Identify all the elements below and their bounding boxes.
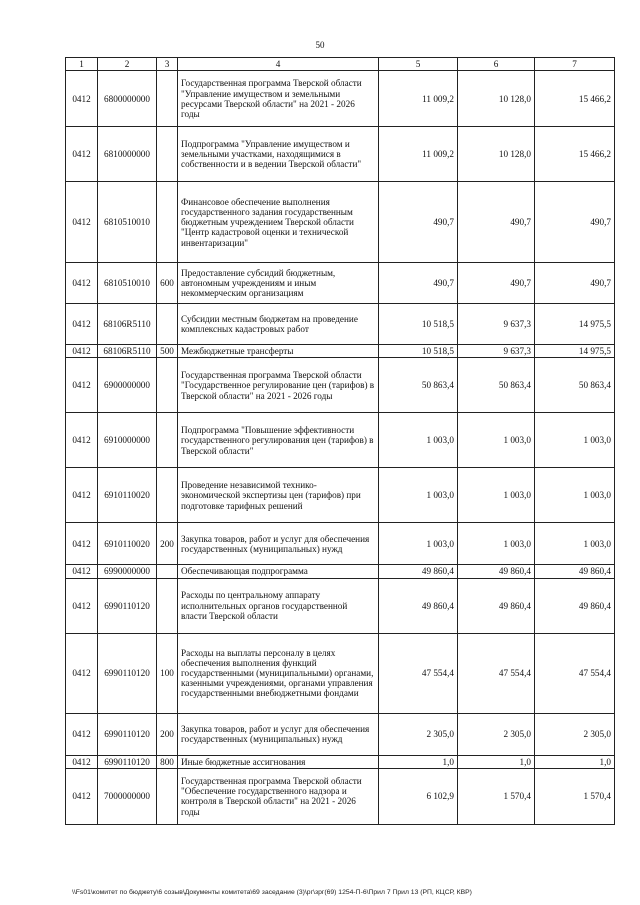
amount-2025-cell: 1,0 — [458, 755, 535, 768]
amount-2024-cell: 2 305,0 — [379, 713, 458, 755]
page-number: 50 — [315, 40, 325, 50]
amount-2024-cell: 1 003,0 — [379, 468, 458, 523]
amount-2024-cell: 1 003,0 — [379, 523, 458, 565]
amount-2024-cell: 10 518,5 — [379, 345, 458, 358]
section-code-cell: 0412 — [66, 127, 98, 182]
amount-2026-cell: 49 860,4 — [535, 578, 615, 633]
table-row — [66, 304, 615, 345]
amount-2025-cell: 490,7 — [458, 182, 535, 263]
amount-2025-cell: 47 554,4 — [458, 633, 535, 713]
target-article-cell: 6810510010 — [98, 263, 157, 304]
expense-type-cell — [157, 71, 178, 127]
target-article-cell: 6990110120 — [98, 578, 157, 633]
target-article-cell: 6990000000 — [98, 565, 157, 578]
header-cell-1: 1 — [66, 58, 98, 71]
description-cell: Государственная программа Тверской области "Управление имуществом и земельными ресурсами Тверской области" на 2021 - 2026 годы — [178, 71, 379, 127]
amount-2025-cell: 9 637,3 — [458, 345, 535, 358]
target-article-cell: 6990110120 — [98, 633, 157, 713]
amount-2026-cell: 15 466,2 — [535, 127, 615, 182]
amount-2025-cell: 1 003,0 — [458, 523, 535, 565]
table-row — [66, 565, 615, 578]
table-row — [66, 182, 615, 263]
target-article-cell: 6800000000 — [98, 71, 157, 127]
amount-2025-cell: 49 860,4 — [458, 578, 535, 633]
expense-type-cell — [157, 358, 178, 413]
target-article-cell: 6990110120 — [98, 755, 157, 768]
amount-2024-cell: 11 009,2 — [379, 71, 458, 127]
amount-2025-cell: 2 305,0 — [458, 713, 535, 755]
amount-2026-cell: 1,0 — [535, 755, 615, 768]
table-row — [66, 713, 615, 755]
amount-2026-cell: 490,7 — [535, 263, 615, 304]
expense-type-cell: 200 — [157, 523, 178, 565]
expense-type-cell — [157, 182, 178, 263]
table-row — [66, 127, 615, 182]
target-article-cell: 6900000000 — [98, 358, 157, 413]
expense-type-cell: 500 — [157, 345, 178, 358]
section-code-cell: 0412 — [66, 578, 98, 633]
description-cell: Закупка товаров, работ и услуг для обеспечения государственных (муниципальных) нужд — [178, 523, 379, 565]
amount-2024-cell: 11 009,2 — [379, 127, 458, 182]
header-cell-5: 5 — [379, 58, 458, 71]
section-code-cell: 0412 — [66, 468, 98, 523]
expense-type-cell — [157, 413, 178, 468]
amount-2026-cell: 49 860,4 — [535, 565, 615, 578]
amount-2026-cell: 1 570,4 — [535, 768, 615, 824]
amount-2024-cell: 50 863,4 — [379, 358, 458, 413]
section-code-cell: 0412 — [66, 304, 98, 345]
target-article-cell: 6990110120 — [98, 713, 157, 755]
section-code-cell: 0412 — [66, 263, 98, 304]
target-article-cell: 6910110020 — [98, 468, 157, 523]
expense-type-cell: 600 — [157, 263, 178, 304]
amount-2026-cell: 50 863,4 — [535, 358, 615, 413]
table-row — [66, 768, 615, 824]
target-article-cell: 6910110020 — [98, 523, 157, 565]
section-code-cell: 0412 — [66, 713, 98, 755]
target-article-cell: 6810000000 — [98, 127, 157, 182]
expense-type-cell: 800 — [157, 755, 178, 768]
description-cell: Подпрограмма "Управление имуществом и земельными участками, находящимися в собственности и в ведении Тверской области" — [178, 127, 379, 182]
section-code-cell: 0412 — [66, 413, 98, 468]
header-cell-4: 4 — [178, 58, 379, 71]
section-code-cell: 0412 — [66, 768, 98, 824]
expense-type-cell — [157, 565, 178, 578]
amount-2025-cell: 1 003,0 — [458, 413, 535, 468]
section-code-cell: 0412 — [66, 358, 98, 413]
amount-2026-cell: 15 466,2 — [535, 71, 615, 127]
table-body — [66, 71, 615, 825]
expense-type-cell: 100 — [157, 633, 178, 713]
table-row — [66, 413, 615, 468]
table-row — [66, 263, 615, 304]
amount-2025-cell: 1 003,0 — [458, 468, 535, 523]
amount-2025-cell: 1 570,4 — [458, 768, 535, 824]
table-row — [66, 578, 615, 633]
header-cell-2: 2 — [98, 58, 157, 71]
table-row — [66, 345, 615, 358]
section-code-cell: 0412 — [66, 755, 98, 768]
amount-2025-cell: 9 637,3 — [458, 304, 535, 345]
target-article-cell: 68106R5110 — [98, 345, 157, 358]
amount-2026-cell: 1 003,0 — [535, 468, 615, 523]
table-row — [66, 358, 615, 413]
description-cell: Иные бюджетные ассигнования — [178, 755, 379, 768]
expense-type-cell: 200 — [157, 713, 178, 755]
footer-file-path: \\Fs01\комитет по бюджету\6 созыв\Документы комитета\69 заседание (3)\рг\зрг(69) 1254-П-6\Прил 7 Прил 13 (РП, КЦСР, КВР) — [72, 889, 472, 896]
amount-2024-cell: 49 860,4 — [379, 565, 458, 578]
target-article-cell: 6810510010 — [98, 182, 157, 263]
description-cell: Финансовое обеспечение выполнения государственного задания государственным бюджетным учреждением Тверской области "Центр кадастровой оценки и технической инвентаризации" — [178, 182, 379, 263]
description-cell: Субсидии местным бюджетам на проведение комплексных кадастровых работ — [178, 304, 379, 345]
description-cell: Расходы на выплаты персоналу в целях обеспечения выполнения функций государственными (муниципальными) органами, казенными учреждениями, органами управления государственными внебюджетными фондами — [178, 633, 379, 713]
section-code-cell: 0412 — [66, 523, 98, 565]
section-code-cell: 0412 — [66, 345, 98, 358]
description-cell: Расходы по центральному аппарату исполнительных органов государственной власти Тверской области — [178, 578, 379, 633]
amount-2024-cell: 47 554,4 — [379, 633, 458, 713]
amount-2025-cell: 490,7 — [458, 263, 535, 304]
amount-2024-cell: 6 102,9 — [379, 768, 458, 824]
section-code-cell: 0412 — [66, 565, 98, 578]
description-cell: Государственная программа Тверской области "Государственное регулирование цен (тарифов) в Тверской области" на 2021 - 2026 годы — [178, 358, 379, 413]
amount-2024-cell: 490,7 — [379, 263, 458, 304]
header-cell-3: 3 — [157, 58, 178, 71]
description-cell: Государственная программа Тверской области "Обеспечение государственного надзора и контроля в Тверской области" на 2021 - 2026 годы — [178, 768, 379, 824]
amount-2026-cell: 14 975,5 — [535, 345, 615, 358]
amount-2024-cell: 490,7 — [379, 182, 458, 263]
amount-2025-cell: 10 128,0 — [458, 71, 535, 127]
amount-2024-cell: 10 518,5 — [379, 304, 458, 345]
amount-2026-cell: 490,7 — [535, 182, 615, 263]
amount-2026-cell: 1 003,0 — [535, 523, 615, 565]
description-cell: Подпрограмма "Повышение эффективности государственного регулирования цен (тарифов) в Тверской области" — [178, 413, 379, 468]
amount-2025-cell: 49 860,4 — [458, 565, 535, 578]
table-row — [66, 71, 615, 127]
table-header-row — [66, 58, 615, 71]
description-cell: Предоставление субсидий бюджетным, автономным учреждениям и иным некоммерческим организациям — [178, 263, 379, 304]
amount-2026-cell: 1 003,0 — [535, 413, 615, 468]
description-cell: Закупка товаров, работ и услуг для обеспечения государственных (муниципальных) нужд — [178, 713, 379, 755]
amount-2025-cell: 10 128,0 — [458, 127, 535, 182]
header-cell-6: 6 — [458, 58, 535, 71]
expense-type-cell — [157, 768, 178, 824]
expense-type-cell — [157, 127, 178, 182]
amount-2024-cell: 1 003,0 — [379, 413, 458, 468]
budget-table — [65, 57, 615, 825]
description-cell: Межбюджетные трансферты — [178, 345, 379, 358]
table-row — [66, 633, 615, 713]
table-row — [66, 468, 615, 523]
amount-2024-cell: 49 860,4 — [379, 578, 458, 633]
section-code-cell: 0412 — [66, 71, 98, 127]
section-code-cell: 0412 — [66, 633, 98, 713]
table-row — [66, 755, 615, 768]
table-row — [66, 523, 615, 565]
amount-2024-cell: 1,0 — [379, 755, 458, 768]
expense-type-cell — [157, 304, 178, 345]
description-cell: Обеспечивающая подпрограмма — [178, 565, 379, 578]
expense-type-cell — [157, 468, 178, 523]
amount-2026-cell: 2 305,0 — [535, 713, 615, 755]
target-article-cell: 6910000000 — [98, 413, 157, 468]
description-cell: Проведение независимой технико-экономической экспертизы цен (тарифов) при подготовке тарифных решений — [178, 468, 379, 523]
target-article-cell: 68106R5110 — [98, 304, 157, 345]
section-code-cell: 0412 — [66, 182, 98, 263]
expense-type-cell — [157, 578, 178, 633]
amount-2025-cell: 50 863,4 — [458, 358, 535, 413]
amount-2026-cell: 47 554,4 — [535, 633, 615, 713]
header-cell-7: 7 — [535, 58, 615, 71]
amount-2026-cell: 14 975,5 — [535, 304, 615, 345]
target-article-cell: 7000000000 — [98, 768, 157, 824]
